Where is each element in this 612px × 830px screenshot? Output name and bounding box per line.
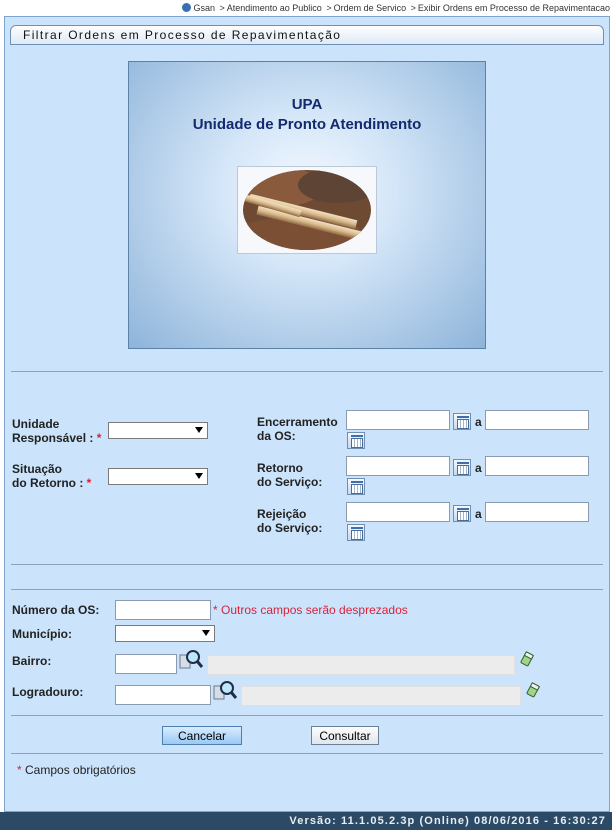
logradouro-code-input[interactable] — [115, 685, 211, 705]
bairro-label: Bairro: — [12, 654, 52, 668]
municipio-label: Município: — [12, 627, 72, 641]
home-icon[interactable] — [182, 3, 191, 12]
breadcrumb-separator: > — [219, 3, 225, 13]
range-separator: a — [475, 415, 482, 429]
calendar-icon[interactable] — [347, 524, 365, 541]
magnifier-icon[interactable] — [213, 680, 237, 702]
required-note: * Campos obrigatórios — [17, 763, 136, 777]
eraser-icon[interactable] — [526, 681, 542, 699]
situacao-label: Situação do Retorno : * — [12, 462, 92, 490]
logradouro-description-field — [241, 686, 521, 706]
encerramento-label: Encerramento da OS: — [257, 415, 338, 443]
page-title: Filtrar Ordens em Processo de Repavimentação — [23, 28, 342, 42]
breadcrumb-item-atendimento[interactable]: Atendimento ao Publico — [226, 3, 322, 13]
consultar-button[interactable]: Consultar — [311, 726, 379, 745]
retorno-label: Retorno do Serviço: — [257, 461, 323, 489]
rejeicao-end-input[interactable] — [485, 502, 589, 522]
calendar-icon[interactable] — [453, 413, 471, 430]
unidade-select[interactable] — [108, 422, 208, 439]
divider — [11, 715, 603, 716]
breadcrumb-separator: > — [410, 3, 416, 13]
breadcrumb-item-current: Exibir Ordens em Processo de Repavimentacao — [417, 3, 610, 13]
rejeicao-label: Rejeição do Serviço: — [257, 507, 323, 535]
pipes-photo — [237, 166, 377, 254]
chevron-down-icon — [195, 427, 203, 433]
retorno-start-input[interactable] — [346, 456, 450, 476]
municipio-select[interactable] — [115, 625, 215, 642]
splash-title: UPA — [291, 96, 323, 113]
divider — [11, 753, 603, 754]
eraser-icon[interactable] — [520, 650, 536, 668]
main-panel — [4, 16, 610, 812]
breadcrumb-separator: > — [326, 3, 332, 13]
numero-os-input[interactable] — [115, 600, 211, 620]
chevron-down-icon — [195, 473, 203, 479]
range-separator: a — [475, 461, 482, 475]
required-mark: * — [96, 431, 102, 445]
divider — [11, 564, 603, 565]
required-mark: * — [86, 476, 92, 490]
divider — [11, 589, 603, 590]
bairro-code-input[interactable] — [115, 654, 177, 674]
encerramento-start-input[interactable] — [346, 410, 450, 430]
encerramento-end-input[interactable] — [485, 410, 589, 430]
splash-banner — [128, 61, 486, 349]
splash-subtitle: Unidade de Pronto Atendimento — [192, 116, 422, 133]
calendar-icon[interactable] — [453, 505, 471, 522]
logradouro-label: Logradouro: — [12, 685, 84, 699]
breadcrumb-item-gsan[interactable]: Gsan — [193, 3, 215, 13]
breadcrumb — [0, 0, 612, 16]
rejeicao-start-input[interactable] — [346, 502, 450, 522]
calendar-icon[interactable] — [453, 459, 471, 476]
breadcrumb-item-ordem-servico[interactable]: Ordem de Servico — [333, 3, 407, 13]
numero-os-label: Número da OS: — [12, 603, 100, 617]
unidade-label: Unidade Responsável : * — [12, 417, 102, 445]
numero-os-hint: * Outros campos serão desprezados — [213, 603, 408, 617]
divider — [11, 371, 603, 372]
bairro-description-field — [207, 655, 515, 675]
version-text: Versão: 11.1.05.2.3p (Online) 08/06/2016 - 16:30:27 — [289, 815, 606, 827]
range-separator: a — [475, 507, 482, 521]
cancel-button[interactable]: Cancelar — [162, 726, 242, 745]
title-bar — [10, 25, 604, 45]
calendar-icon[interactable] — [347, 432, 365, 449]
required-mark: * — [17, 763, 22, 777]
magnifier-icon[interactable] — [179, 649, 203, 671]
version-footer — [0, 812, 612, 830]
calendar-icon[interactable] — [347, 478, 365, 495]
chevron-down-icon — [202, 630, 210, 636]
retorno-end-input[interactable] — [485, 456, 589, 476]
situacao-select[interactable] — [108, 468, 208, 485]
